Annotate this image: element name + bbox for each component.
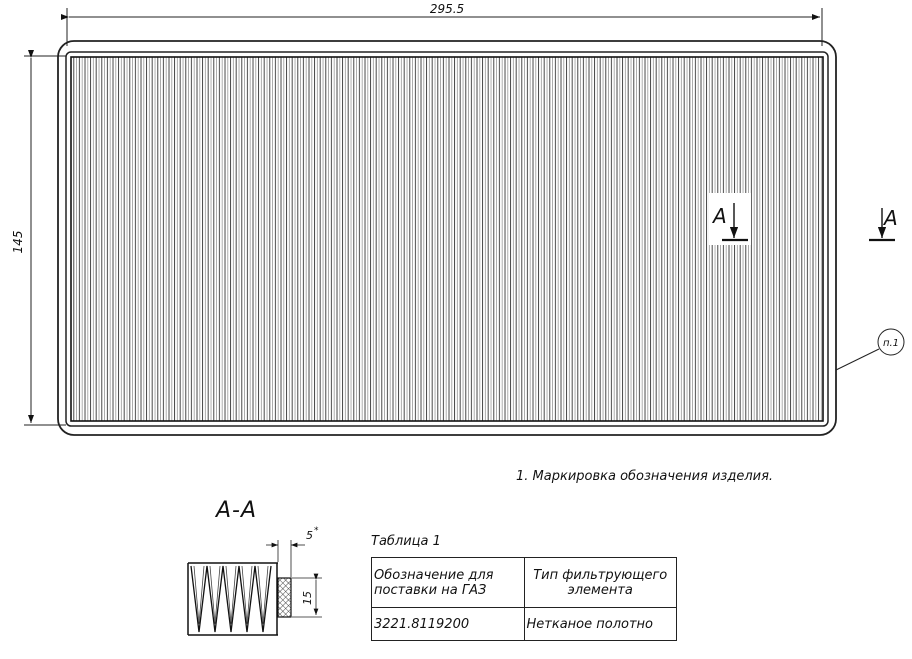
marking-note: 1. Маркировка обозначения изделия. bbox=[516, 469, 774, 484]
table-cell-designation: 3221.8119200 bbox=[372, 608, 525, 641]
section-pitch-mark: * bbox=[314, 526, 319, 536]
seal-hatched bbox=[278, 578, 291, 617]
width-dimension bbox=[67, 2, 822, 46]
spec-table bbox=[371, 557, 677, 641]
height-dimension-text: 145 bbox=[11, 230, 25, 254]
section-mark-outer bbox=[869, 206, 898, 240]
width-dimension-text: 295.5 bbox=[429, 2, 465, 16]
marking-callout bbox=[836, 329, 904, 370]
section-mark-outer-label: A bbox=[884, 206, 898, 230]
table-header-designation: Обозначение для поставки на ГАЗ bbox=[372, 558, 525, 608]
table-header-filter-type: Тип фильтрующего элемента bbox=[524, 558, 677, 608]
table-row bbox=[372, 608, 677, 641]
table-caption: Таблица 1 bbox=[371, 534, 441, 549]
section-title: А-А bbox=[216, 498, 258, 523]
table-header-row bbox=[372, 558, 677, 608]
section-pitch-text: 5 bbox=[306, 529, 313, 542]
callout-label: п.1 bbox=[882, 338, 900, 349]
section-view bbox=[188, 526, 322, 635]
table-cell-filter-type: Нетканое полотно bbox=[524, 608, 677, 641]
section-height-text: 15 bbox=[301, 591, 314, 605]
section-mark-inner bbox=[709, 193, 751, 245]
section-mark-inner-label: A bbox=[713, 204, 727, 228]
